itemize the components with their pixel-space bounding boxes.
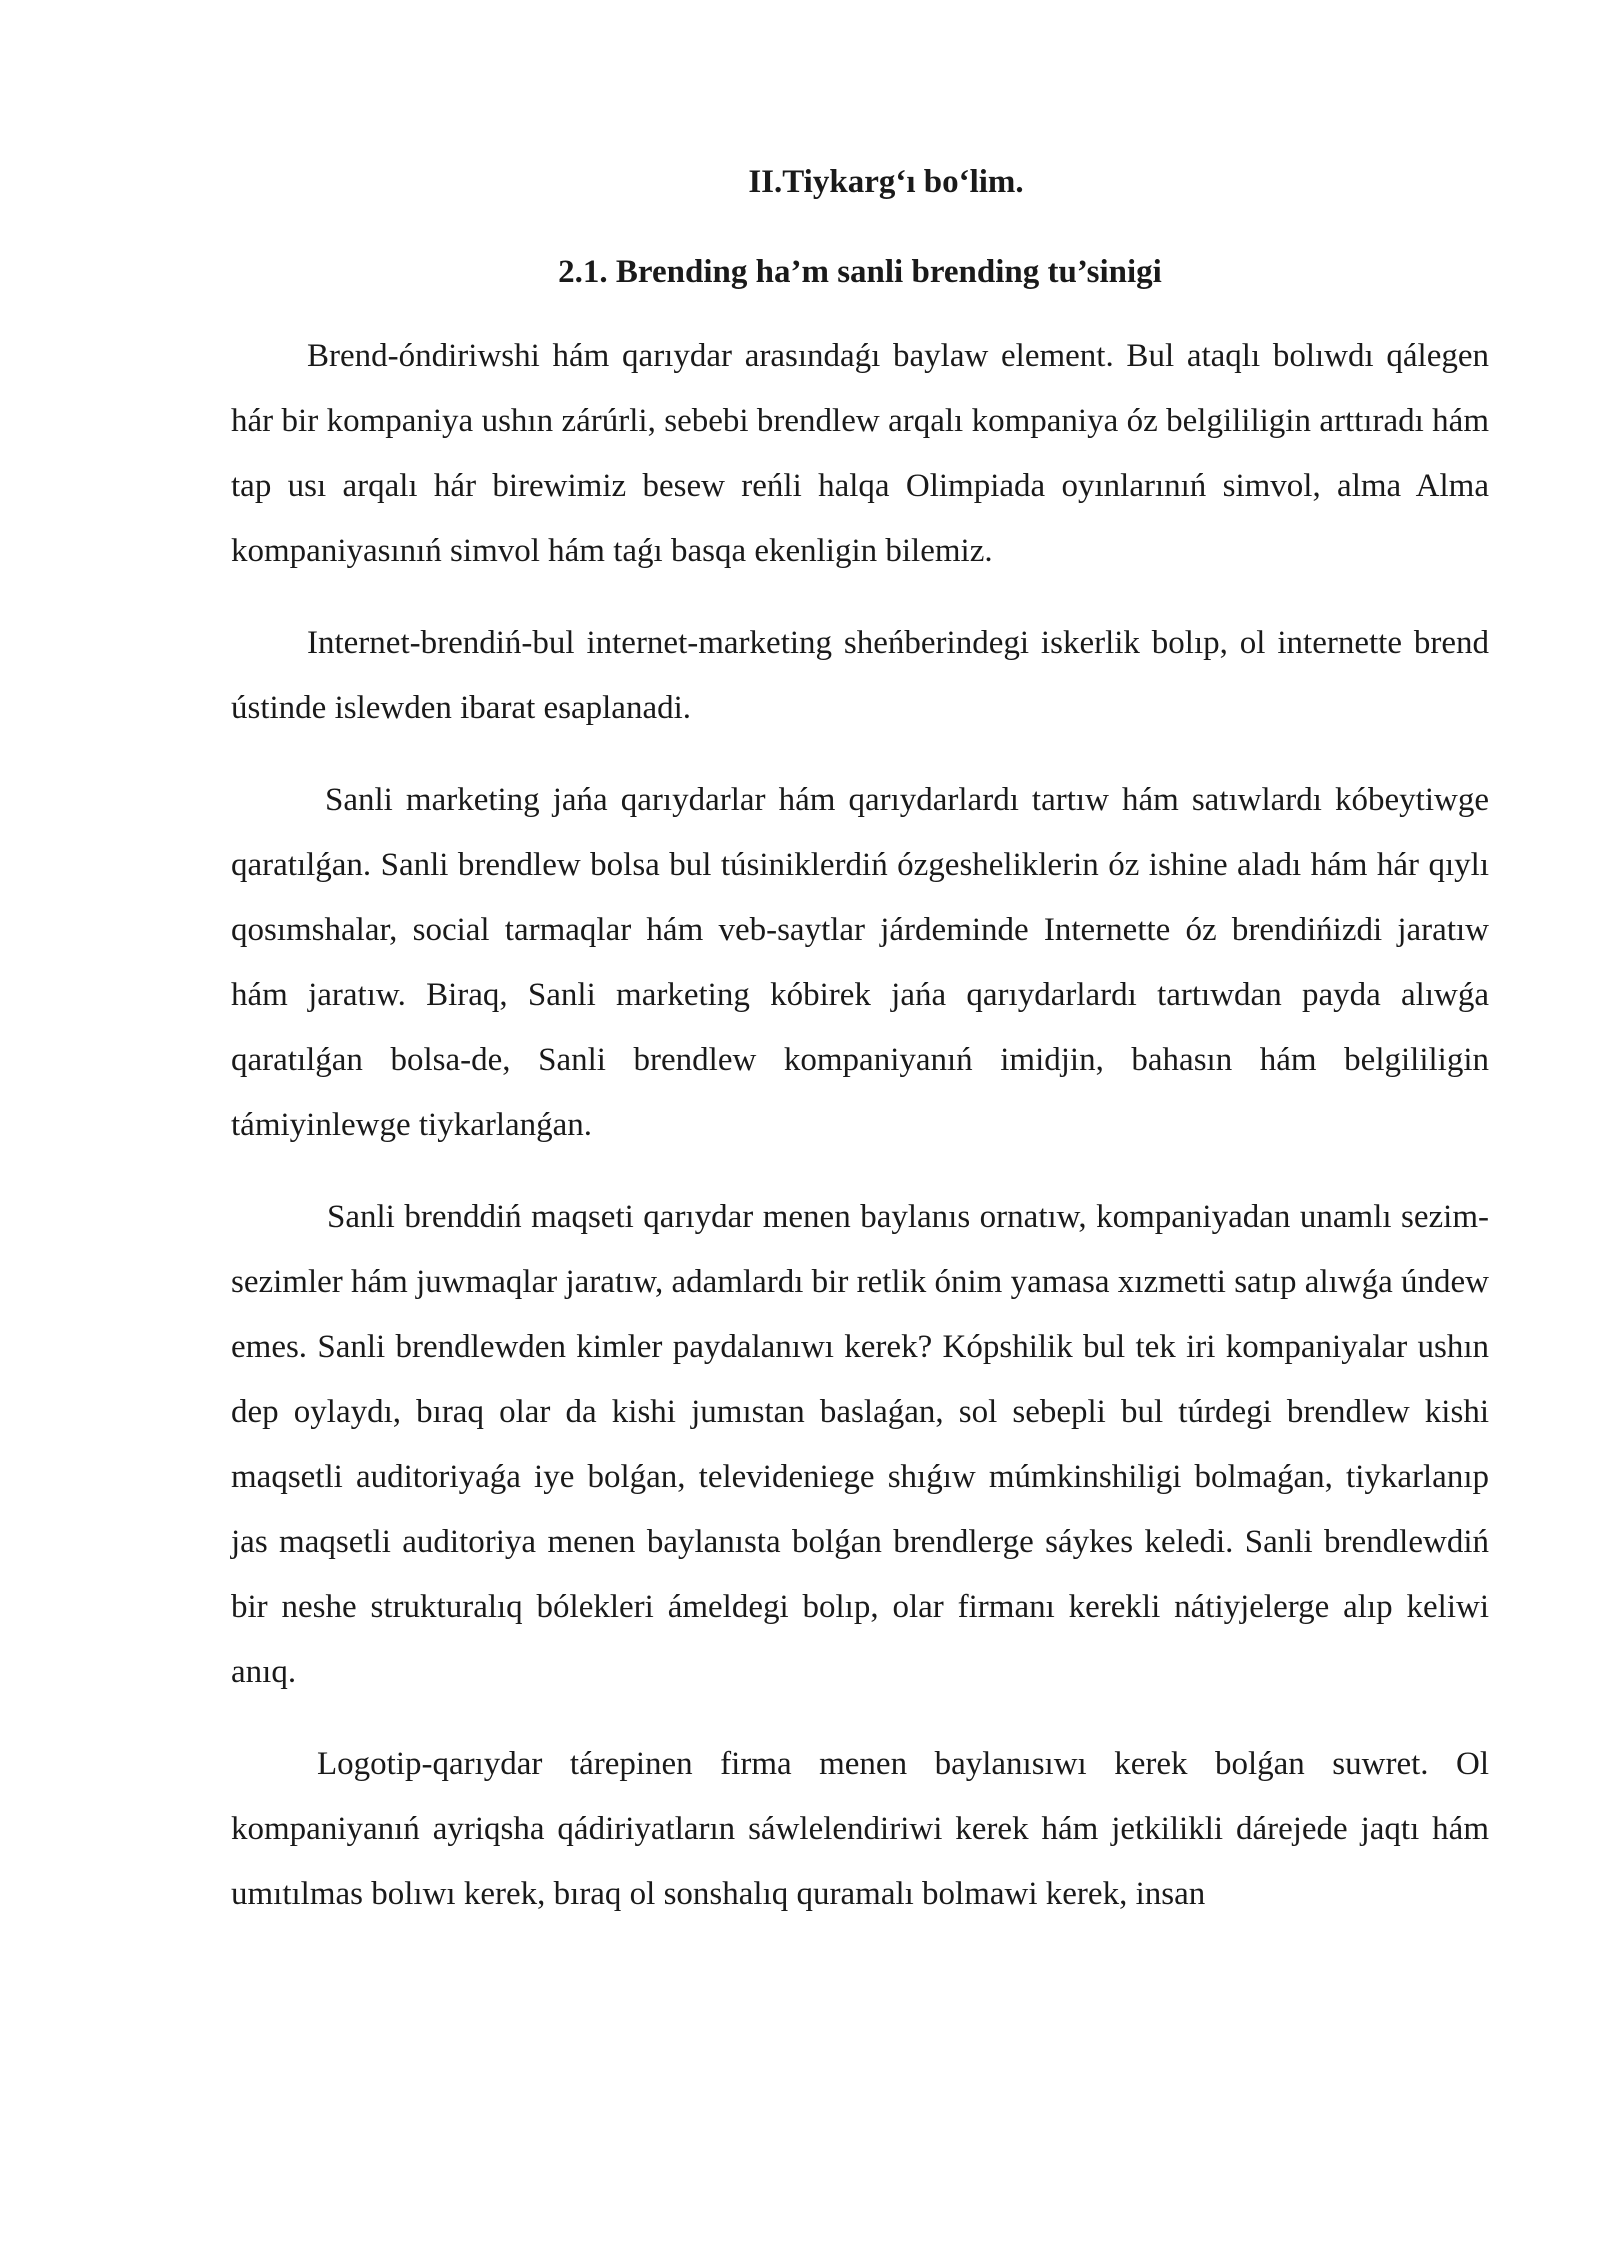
paragraph-brand-definition: Brend-óndiriwshi hám qarıydar arasındaǵı baylaw element. Bul ataqlı bolıwdı qálegen hár bir kompaniya ushın zárúrli, sebebi brendlew arqalı kompaniya óz belgililigin arttıradı hám tap usı arqalı hár birewimiz besew reńli halqa Olimpiada oyınlarınıń simvol, alma Alma kompaniyasınıń simvol hám taǵı basqa ekenligin bilemiz. [231,338,1489,569]
paragraph-digital-brand-goal: Sanli brenddiń maqseti qarıydar menen baylanıs ornatıw, kompaniyadan unamlı sezim-sezimler hám juwmaqlar jaratıw, adamlardı bir retlik ónim yamasa xızmetti satıp alıwǵa úndew emes. Sanli brendlewden kimler paydalanıwı kerek? Kópshilik bul tek iri kompaniyalar ushın dep oylaydı, bıraq olar da kishi jumıstan baslaǵan, sol sebepli bul túrdegi brendlew kishi maqsetli auditoriyaǵa iye bolǵan, televideniege shıǵıw múmkinshiligi bolmaǵan, tiykarlanıp jas maqsetli auditoriya menen baylanısta bolǵan brendlerge sáykes keledi. Sanli brendlewdiń bir neshe strukturalıq bólekleri ámeldegi bolıp, olar firmanı kerekli nátiyjelerge alıp keliwi anıq. [231,1199,1489,1690]
page-content [231,160,1489,1927]
paragraph-internet-branding: Internet-brendiń-bul internet-marketing sheńberindegi iskerlik bolıp, ol internette brend ústinde islewden ibarat esaplanadi. [231,625,1489,726]
section-title: II.Tiykarg‘ı bo‘lim. [748,164,1024,200]
paragraph-digital-marketing: Sanli marketing jańa qarıydarlar hám qarıydarlardı tartıw hám satıwlardı kóbeytiwge qaratılǵan. Sanli brendlew bolsa bul túsiniklerdiń ózgesheliklerin óz ishine aladı hám hár qıylı qosımshalar, social tarmaqlar hám veb-saytlar járdeminde Internette óz brendińizdi jaratıw hám jaratıw. Biraq, Sanli marketing kóbirek jańa qarıydarlardı tartıwdan payda alıwǵa qaratılǵan bolsa-de, Sanli brendlew kompaniyanıń imidjin, bahasın hám belgililigin támiyinlewge tiykarlanǵan. [231,782,1489,1143]
subsection-title: 2.1. Brending ha’m sanli brending tu’sinigi [558,254,1162,290]
paragraph-logotype: Logotip-qarıydar tárepinen firma menen baylanısıwı kerek bolǵan suwret. Ol kompaniyanıń ayriqsha qádiriyatların sáwlelendiriwi kerek hám jetkilikli dárejede jaqtı hám umıtılmas bolıwı kerek, bıraq ol sonshalıq quramalı bolmawi kerek, insan [231,1746,1489,1912]
